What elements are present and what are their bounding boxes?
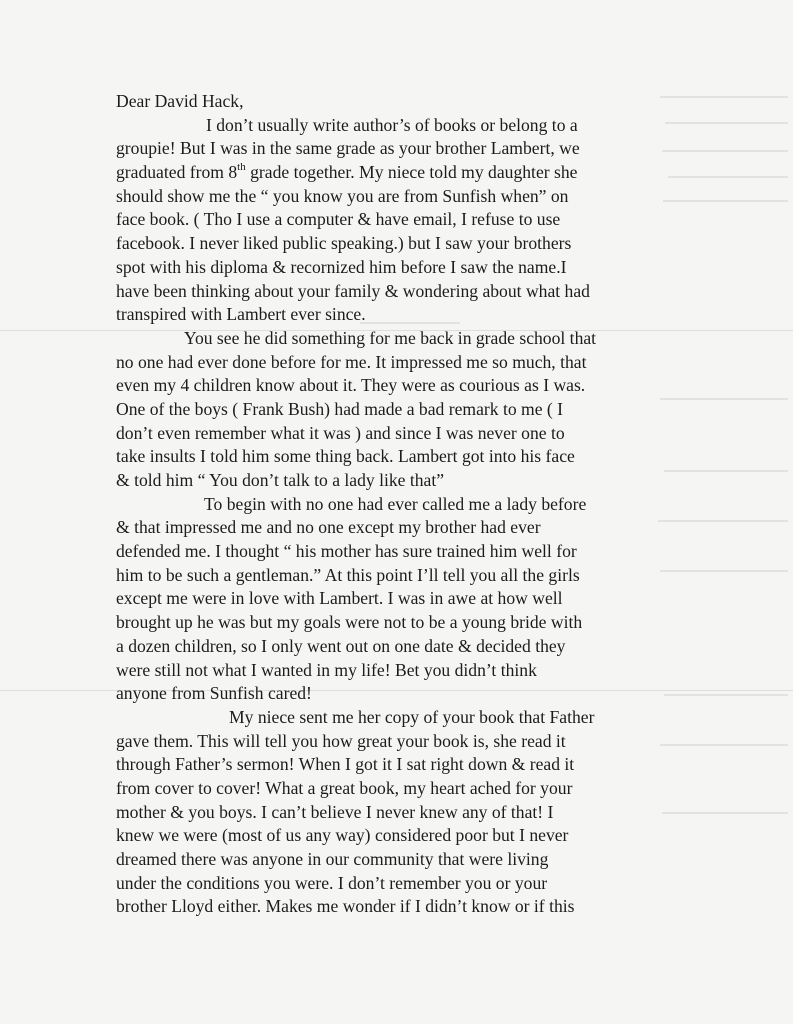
letter-line	[116, 706, 686, 730]
letter-line-text: anyone from Sunfish cared!	[116, 683, 312, 704]
letter-line	[116, 824, 686, 848]
letter-line	[116, 801, 686, 825]
letter-line	[116, 208, 686, 232]
letter-line-text: To begin with no one had ever called me a lady before	[204, 493, 587, 514]
letter-line-text: brother Lloyd either. Makes me wonder if I didn’t know or if this	[116, 896, 575, 917]
letter-line-text: I don’t usually write author’s of books or belong to a	[206, 114, 578, 135]
letter-line	[116, 185, 686, 209]
letter-line-text: One of the boys ( Frank Bush) had made a bad remark to me ( I	[116, 398, 564, 419]
letter-line-text: a dozen children, so I only went out on one date & decided they	[116, 635, 566, 656]
letter-line-text: gave them. This will tell you how great your book is, she read it	[116, 730, 566, 751]
letter-line	[116, 445, 686, 469]
letter-line	[116, 114, 686, 138]
letter-line	[116, 682, 686, 706]
letter-line	[116, 137, 686, 161]
letter-line-text: My niece sent me her copy of your book that Father	[229, 706, 595, 727]
letter-line-text: from cover to cover! What a great book, my heart ached for your	[116, 777, 573, 798]
letter-line	[116, 587, 686, 611]
letter-line	[116, 895, 686, 919]
letter-line-text: have been thinking about your family & wondering about what had	[116, 280, 590, 301]
superscript: th	[237, 161, 246, 174]
letter-line	[116, 540, 686, 564]
letter-line	[116, 872, 686, 896]
letter-line-text: facebook. I never liked public speaking.) but I saw your brothers	[116, 233, 572, 254]
letter-line	[116, 161, 686, 185]
letter-line-text: except me were in love with Lambert. I was in awe at how well	[116, 588, 563, 609]
letter-line-text: mother & you boys. I can’t believe I never knew any of that! I	[116, 801, 554, 822]
letter-line-text: spot with his diploma & recornized him before I saw the name.I	[116, 256, 567, 277]
letter-line	[116, 516, 686, 540]
letter-line-text: under the conditions you were. I don’t remember you or your	[116, 872, 548, 893]
letter-line-text: & that impressed me and no one except my brother had ever	[116, 517, 541, 538]
letter-line-text: were still not what I wanted in my life! Bet you didn’t think	[116, 659, 537, 680]
salutation	[116, 90, 686, 114]
letter-line	[116, 635, 686, 659]
letter-line	[116, 753, 686, 777]
letter-line	[116, 232, 686, 256]
letter-line-text: dreamed there was anyone in our community that were living	[116, 849, 549, 869]
letter-line-text: defended me. I thought “ his mother has sure trained him well for	[116, 541, 577, 562]
letter-line	[116, 469, 686, 493]
letter-line	[116, 256, 686, 280]
letter-line	[116, 422, 686, 446]
letter-body	[116, 90, 686, 919]
letter-line-text: graduated from 8	[116, 162, 238, 183]
letter-line	[116, 280, 686, 304]
letter-line	[116, 374, 686, 398]
letter-line	[116, 351, 686, 375]
letter-line	[116, 493, 686, 517]
letter-line	[116, 777, 686, 801]
letter-line-text: through Father’s sermon! When I got it I sat right down & read it	[116, 754, 575, 775]
letter-line	[116, 564, 686, 588]
letter-line-text: knew we were (most of us any way) considered poor but I never	[116, 825, 569, 846]
letter-line-text: transpired with Lambert ever since.	[116, 304, 366, 325]
letter-line	[116, 730, 686, 754]
letter-line-text: don’t even remember what it was ) and since I was never one to	[116, 422, 565, 443]
letter-line	[116, 611, 686, 635]
letter-line	[116, 303, 686, 327]
letter-line-text: You see he did something for me back in grade school that	[184, 327, 597, 348]
letter-line	[116, 848, 686, 872]
letter-line-text: & told him “ You don’t talk to a lady like that”	[116, 470, 445, 490]
letter-line-text: Dear David Hack,	[116, 91, 244, 111]
letter-line-text: should show me the “ you know you are from Sunfish when” on	[116, 185, 569, 206]
letter-line-text-cont: grade together. My niece told my daughter she	[245, 162, 578, 183]
letter-line-text: even my 4 children know about it. They were as courious as I was.	[116, 375, 586, 396]
letter-line	[116, 398, 686, 422]
letter-line-text: take insults I told him some thing back. Lambert got into his face	[116, 446, 575, 467]
letter-line	[116, 327, 686, 351]
letter-line-text: no one had ever done before for me. It impressed me so much, that	[116, 351, 587, 372]
letter-line-text: him to be such a gentleman.” At this point I’ll tell you all the girls	[116, 564, 580, 585]
letter-line-text: groupie! But I was in the same grade as your brother Lambert, we	[116, 138, 580, 159]
letter-line-text: face book. ( Tho I use a computer & have email, I refuse to use	[116, 209, 561, 230]
letter-line-text: brought up he was but my goals were not to be a young bride with	[116, 612, 583, 633]
letter-line	[116, 659, 686, 683]
